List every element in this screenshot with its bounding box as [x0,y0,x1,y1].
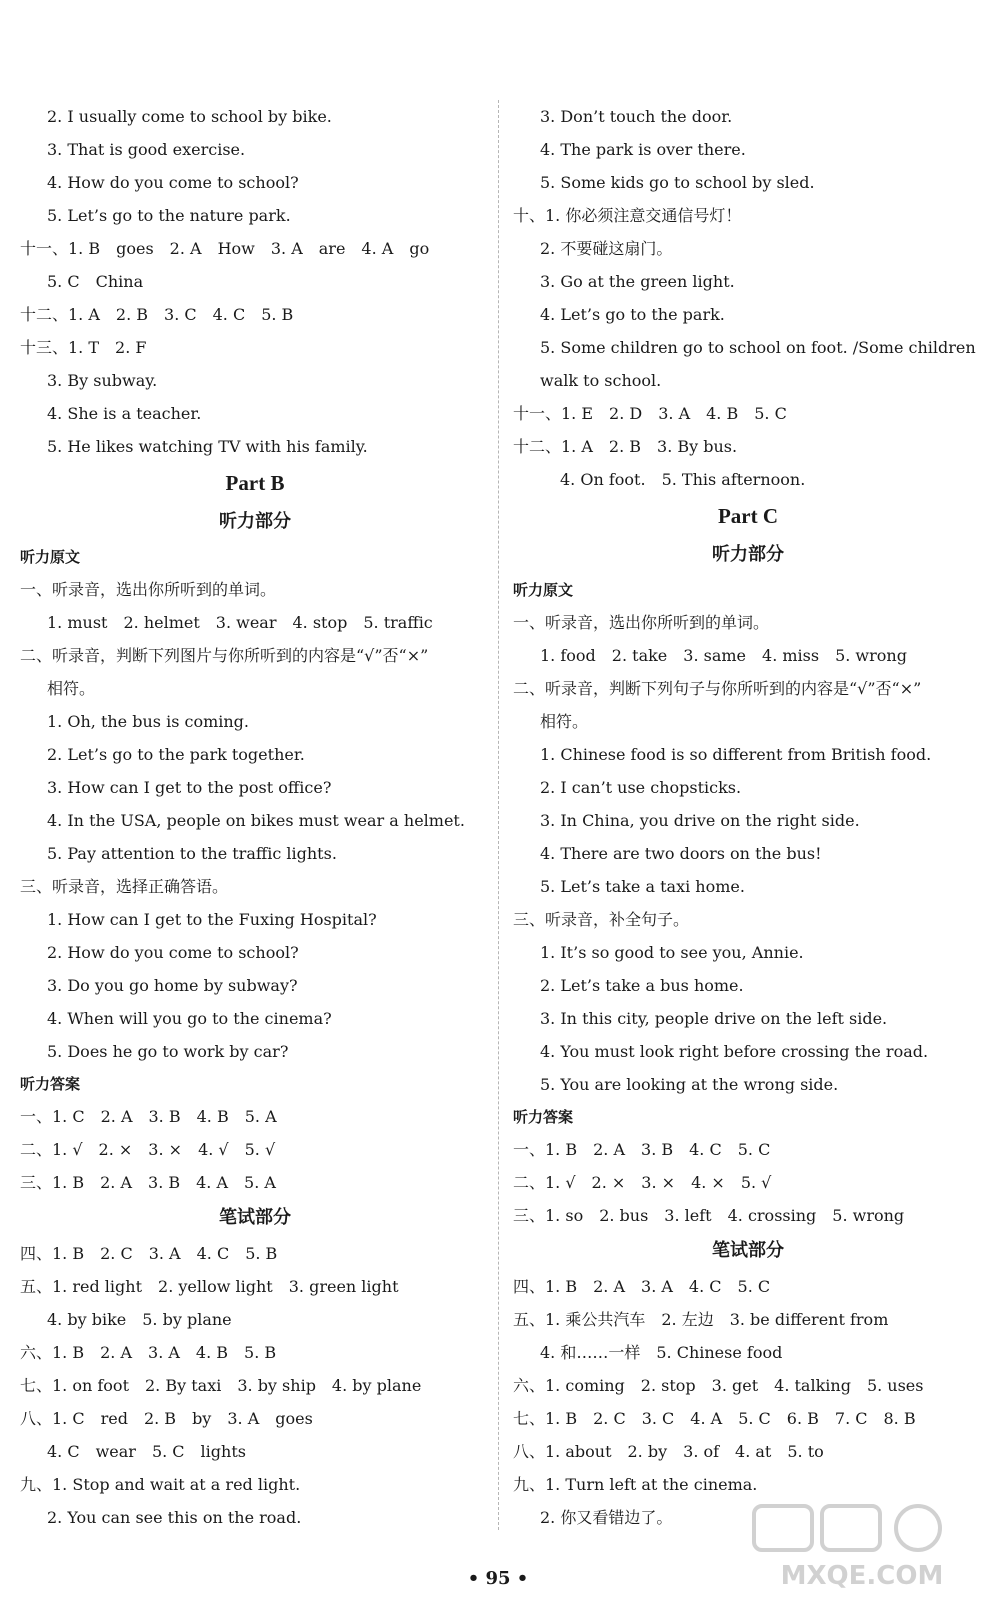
part-heading: Part C [717,504,779,528]
answer-line: 3. That is good exercise. [47,140,246,159]
answer-line: 4. On foot. 5. This afternoon. [560,470,806,489]
answer-line: 3. Go at the green light. [540,272,735,291]
answer-line: 1. How can I get to the Fuxing Hospital? [47,910,377,929]
answer-line: 十、1. 你必须注意交通信号灯！ [513,206,742,225]
answer-line: 2. 不要碰这扇门。 [540,239,673,258]
answer-line: 3. In this city, people drive on the left side. [540,1009,888,1028]
question-title: 一、听录音，选出你所听到的单词。 [513,613,770,632]
answer-line: 2. 你又看错边了。 [540,1508,673,1527]
part-heading: Part B [225,471,285,495]
answer-line: 5. You are looking at the wrong side. [540,1075,839,1094]
answer-line: 2. You can see this on the road. [47,1508,302,1527]
answer-line: 5. Some kids go to school by sled. [540,173,815,192]
answer-line: 3. How can I get to the post office? [47,778,332,797]
question-title: 三、听录音，补全句子。 [513,910,690,929]
answer-line: 三、1. so 2. bus 3. left 4. crossing 5. wrong [513,1206,905,1225]
answer-line: 2. I can’t use chopsticks. [540,778,742,797]
answer-line: 四、1. B 2. A 3. A 4. C 5. C [513,1277,771,1296]
answer-line: 十一、1. E 2. D 3. A 4. B 5. C [513,404,787,423]
answer-line: 4. You must look right before crossing the road. [540,1042,929,1061]
answer-line: 4. The park is over there. [540,140,746,159]
answer-line: 1. must 2. helmet 3. wear 4. stop 5. traffic [47,613,433,632]
answer-line: 5. Let’s take a taxi home. [540,877,745,896]
answer-line: 三、1. B 2. A 3. B 4. A 5. A [20,1173,276,1192]
answer-line: 十二、1. A 2. B 3. C 4. C 5. B [20,305,294,324]
answer-line: 3. In China, you drive on the right side. [540,811,860,830]
answer-line: 七、1. on foot 2. By taxi 3. by ship 4. by plane [20,1376,422,1395]
answer-line: 4. She is a teacher. [47,404,202,423]
question-title-cont: 相符。 [47,679,96,698]
answer-line: 5. He likes watching TV with his family. [47,437,368,456]
answer-line: 一、1. B 2. A 3. B 4. C 5. C [513,1140,771,1159]
answer-line: 4. 和……一样 5. Chinese food [540,1343,783,1362]
answer-line: 七、1. B 2. C 3. C 4. A 5. C 6. B 7. C 8. B [513,1409,916,1428]
question-title: 三、听录音，选择正确答语。 [20,877,229,896]
page-number: • 95 • [467,1568,529,1589]
answer-line: 十一、1. B goes 2. A How 3. A are 4. A go [20,239,430,258]
answer-line: 1. Oh, the bus is coming. [47,712,250,731]
answer-line: 3. Do you go home by subway? [47,976,298,995]
subsection-heading: 听力答案 [513,1108,574,1126]
answer-line: 八、1. C red 2. B by 3. A goes [20,1409,313,1428]
answer-line: 4. There are two doors on the bus! [540,844,822,863]
answer-line: 2. I usually come to school by bike. [47,107,332,126]
answer-line: 4. by bike 5. by plane [47,1310,232,1329]
answer-line: 六、1. coming 2. stop 3. get 4. talking 5. uses [513,1376,924,1395]
answer-line: 4. How do you come to school? [47,173,299,192]
answer-line: 4. When will you go to the cinema? [47,1009,332,1028]
watermark-text: MXQE.COM [780,1561,944,1590]
answer-line: 1. It’s so good to see you, Annie. [540,943,804,962]
answer-line: 二、1. √ 2. × 3. × 4. × 5. √ [513,1173,772,1192]
answer-line: 3. Don’t touch the door. [540,107,733,126]
answer-line: 一、1. C 2. A 3. B 4. B 5. A [20,1107,277,1126]
answer-line: 十三、1. T 2. F [20,338,147,357]
answer-line: 九、1. Stop and wait at a red light. [20,1475,301,1494]
answer-line: 4. C wear 5. C lights [47,1442,246,1461]
answer-line: 六、1. B 2. A 3. A 4. B 5. B [20,1343,277,1362]
answer-line: 5. Pay attention to the traffic lights. [47,844,337,863]
answer-line: 5. Some children go to school on foot. /Some children walk to school. [540,338,976,390]
answer-line: 4. In the USA, people on bikes must wear a helmet. [47,811,465,830]
answer-line: 十二、1. A 2. B 3. By bus. [513,437,738,456]
question-title-cont: 相符。 [540,712,589,731]
subsection-heading: 听力原文 [20,548,81,566]
answer-line: 2. Let’s go to the park together. [47,745,305,764]
answer-line: 二、1. √ 2. × 3. × 4. √ 5. √ [20,1140,276,1159]
section-heading: 笔试部分 [712,1240,784,1261]
section-heading: 笔试部分 [219,1207,291,1228]
section-heading: 听力部分 [712,544,784,565]
answer-line: 五、1. 乘公共汽车 2. 左边 3. be different from [513,1310,889,1329]
answer-line: 九、1. Turn left at the cinema. [513,1475,758,1494]
answer-line: 八、1. about 2. by 3. of 4. at 5. to [513,1442,824,1461]
answer-line: 1. food 2. take 3. same 4. miss 5. wrong [540,646,907,665]
question-title: 二、听录音，判断下列图片与你所听到的内容是“√”否“×” [20,646,429,665]
question-title: 二、听录音，判断下列句子与你所听到的内容是“√”否“×” [513,679,922,698]
answer-line: 1. Chinese food is so different from British food. [540,745,932,764]
column-divider [498,100,499,1530]
right-column [513,100,983,1534]
section-heading: 听力部分 [219,511,291,532]
watermark-logo-icon [748,1500,976,1590]
answer-line: 5. C China [47,272,144,291]
answer-line: 5. Does he go to work by car? [47,1042,289,1061]
answer-line: 4. Let’s go to the park. [540,305,725,324]
answer-line: 2. How do you come to school? [47,943,299,962]
answer-line: 3. By subway. [47,371,158,390]
answer-line: 五、1. red light 2. yellow light 3. green light [20,1277,399,1296]
subsection-heading: 听力答案 [20,1075,81,1093]
question-title: 一、听录音，选出你所听到的单词。 [20,580,277,599]
left-column [20,100,490,1534]
answer-line: 2. Let’s take a bus home. [540,976,744,995]
answer-line: 四、1. B 2. C 3. A 4. C 5. B [20,1244,278,1263]
subsection-heading: 听力原文 [513,581,574,599]
answer-line: 5. Let’s go to the nature park. [47,206,291,225]
